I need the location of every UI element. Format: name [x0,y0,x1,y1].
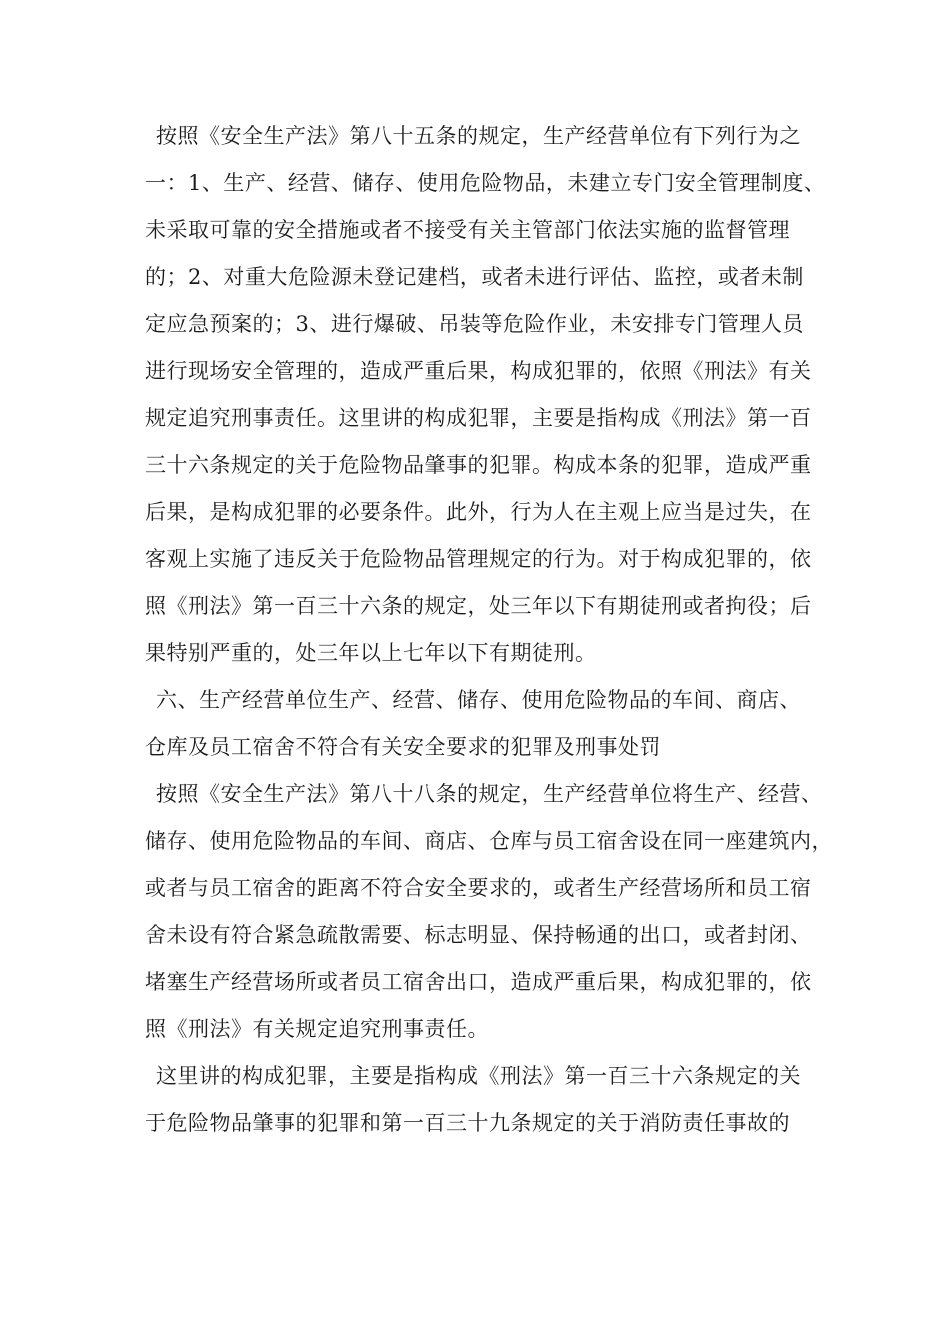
text-line: 于危险物品肇事的犯罪和第一百三十九条规定的关于消防责任事故的 [145,1111,790,1135]
text-line: 三十六条规定的关于危险物品肇事的犯罪。构成本条的犯罪，造成严重 [145,453,812,477]
text-line: 堵塞生产经营场所或者员工宿舍出口，造成严重后果，构成犯罪的，依 [145,970,812,994]
text-line: 客观上实施了违反关于危险物品管理规定的行为。对于构成犯罪的，依 [145,547,812,571]
text-line: 储存、使用危险物品的车间、商店、仓库与员工宿舍设在同一座建筑内， [145,829,833,853]
text-line: 按照《安全生产法》第八十五条的规定，生产经营单位有下列行为之 [156,124,801,148]
text-line: 照《刑法》第一百三十六条的规定，处三年以下有期徒刑或者拘役；后 [145,594,812,618]
text-line: 的；2、对重大危险源未登记建档，或者未进行评估、监控，或者未制 [145,265,804,289]
text-line: 后果，是构成犯罪的必要条件。此外，行为人在主观上应当是过失，在 [145,500,812,524]
text-line: 果特别严重的，处三年以上七年以下有期徒刑。 [145,641,597,665]
text-line: 定应急预案的；3、进行爆破、吊装等危险作业，未安排专门管理人员 [145,312,804,336]
text-line: 按照《安全生产法》第八十八条的规定，生产经营单位将生产、经营、 [156,782,823,806]
text-line: 或者与员工宿舍的距离不符合安全要求的，或者生产经营场所和员工宿 [145,876,812,900]
text-line: 未采取可靠的安全措施或者不接受有关主管部门依法实施的监督管理 [145,218,790,242]
section-heading: 六、生产经营单位生产、经营、储存、使用危险物品的车间、商店、 [156,688,801,712]
section-heading: 仓库及员工宿舍不符合有关安全要求的犯罪及刑事处罚 [145,735,661,759]
text-line: 这里讲的构成犯罪，主要是指构成《刑法》第一百三十六条规定的关 [156,1064,801,1088]
text-line: 舍未设有符合紧急疏散需要、标志明显、保持畅通的出口，或者封闭、 [145,923,812,947]
text-line: 进行现场安全管理的，造成严重后果，构成犯罪的，依照《刑法》有关 [145,359,812,383]
text-line: 一：1、生产、经营、储存、使用危险物品，未建立专门安全管理制度、 [145,171,826,195]
text-line: 规定追究刑事责任。这里讲的构成犯罪，主要是指构成《刑法》第一百 [145,406,812,430]
text-line: 照《刑法》有关规定追究刑事责任。 [145,1017,489,1041]
